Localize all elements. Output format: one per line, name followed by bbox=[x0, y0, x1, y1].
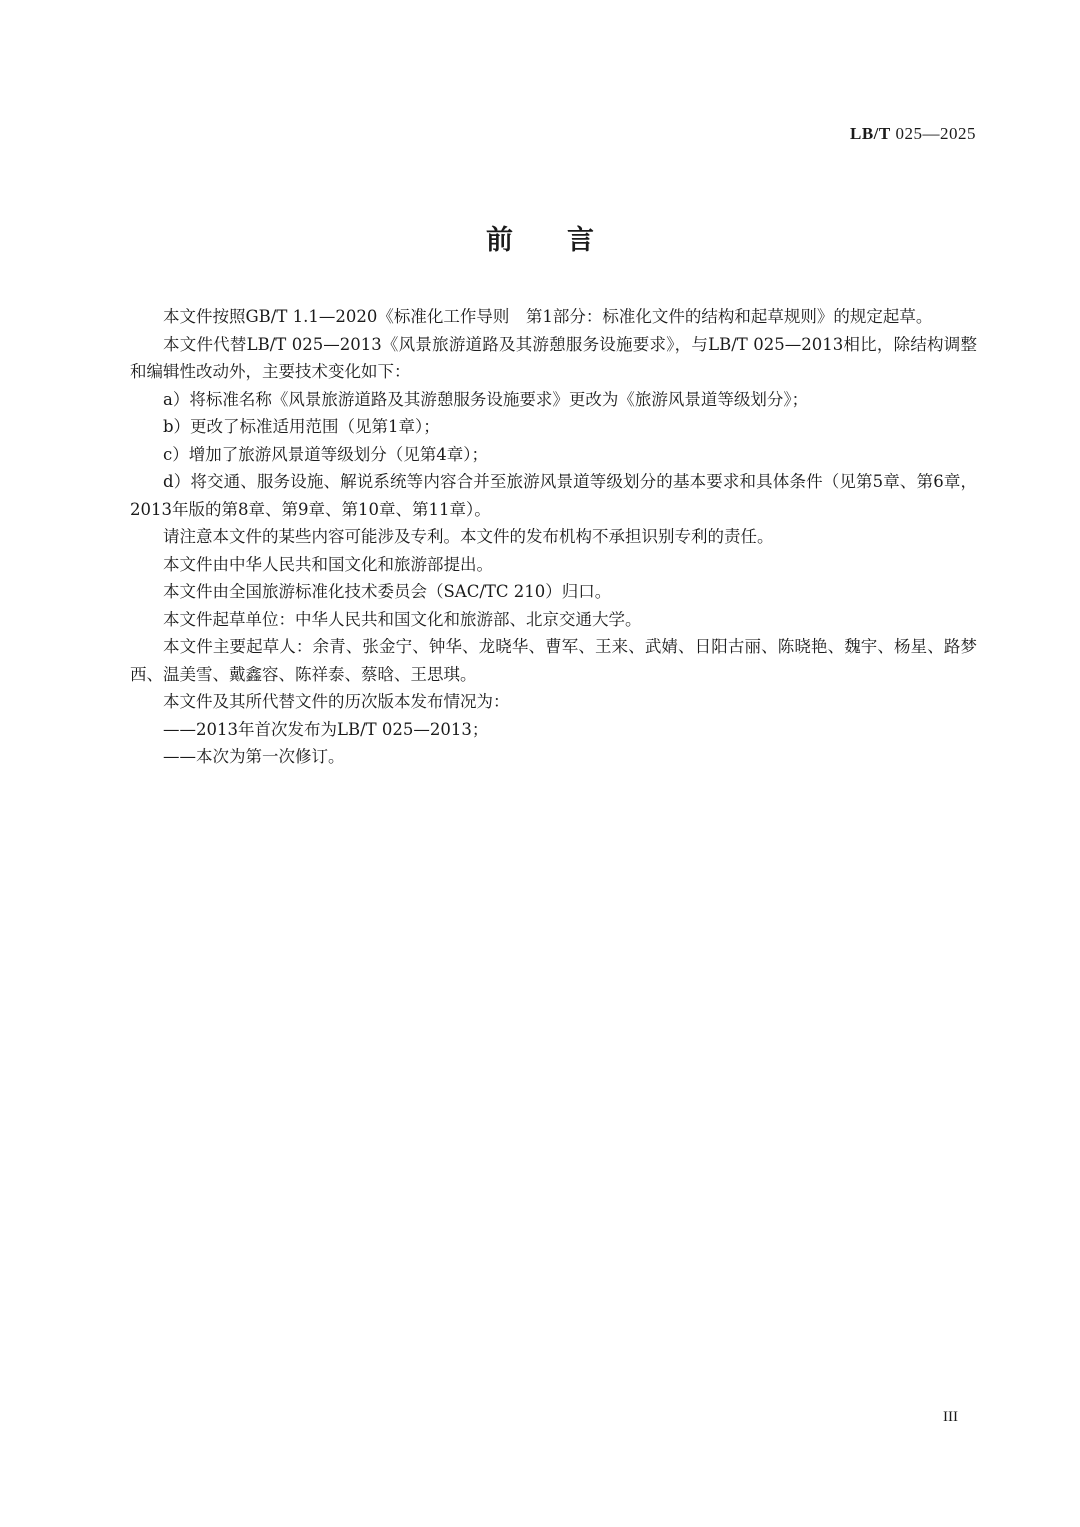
list-item-change-d: d）将交通、服务设施、解说系统等内容合并至旅游风景道等级划分的基本要求和具体条件（见第5章、第6章，2013年版的第8章、第9章、第10章、第11章）。 bbox=[130, 472, 977, 519]
paragraph-version-history: 本文件及其所代替文件的历次版本发布情况为： bbox=[163, 692, 510, 711]
list-item-change-b: b）更改了标准适用范围（见第1章）； bbox=[163, 417, 440, 436]
foreword-body bbox=[130, 303, 977, 771]
paragraph-patent-notice: 请注意本文件的某些内容可能涉及专利。本文件的发布机构不承担识别专利的责任。 bbox=[163, 527, 774, 546]
list-item-change-a: a）将标准名称《风景旅游道路及其游憩服务设施要求》更改为《旅游风景道等级划分》； bbox=[163, 389, 809, 409]
paragraph-committee: 本文件由全国旅游标准化技术委员会（SAC/TC 210）归口。 bbox=[163, 582, 612, 601]
page-number: III bbox=[943, 1409, 958, 1425]
document-code-prefix: LB/T bbox=[850, 124, 891, 143]
page-title: 前言 bbox=[486, 225, 648, 256]
list-item-change-c: c）增加了旅游风景道等级划分（见第4章）； bbox=[163, 444, 488, 464]
paragraph-proposer: 本文件由中华人民共和国文化和旅游部提出。 bbox=[163, 554, 493, 574]
paragraph-drafting-units: 本文件起草单位：中华人民共和国文化和旅游部、北京交通大学。 bbox=[163, 609, 642, 629]
paragraph-drafters: 本文件主要起草人：余青、张金宁、钟华、龙晓华、曹军、王来、武婧、日阳古丽、陈晓艳、魏宇、杨星、路梦西、温美雪、戴鑫容、陈祥泰、蔡晗、王思琪。 bbox=[130, 637, 977, 684]
list-item-version-current: ——本次为第一次修订。 bbox=[163, 747, 345, 766]
document-code bbox=[850, 124, 976, 144]
document-code-number: 025—2025 bbox=[895, 124, 976, 143]
paragraph-drafting-basis: 本文件按照GB/T 1.1—2020《标准化工作导则 第1部分：标准化文件的结构和起草规则》的规定起草。 bbox=[163, 307, 933, 326]
list-item-version-2013: ——2013年首次发布为LB/T 025—2013； bbox=[163, 719, 489, 739]
paragraph-replacement: 本文件代替LB/T 025—2013《风景旅游道路及其游憩服务设施要求》，与LB/T 025—2013相比，除结构调整和编辑性改动外，主要技术变化如下： bbox=[130, 334, 977, 381]
